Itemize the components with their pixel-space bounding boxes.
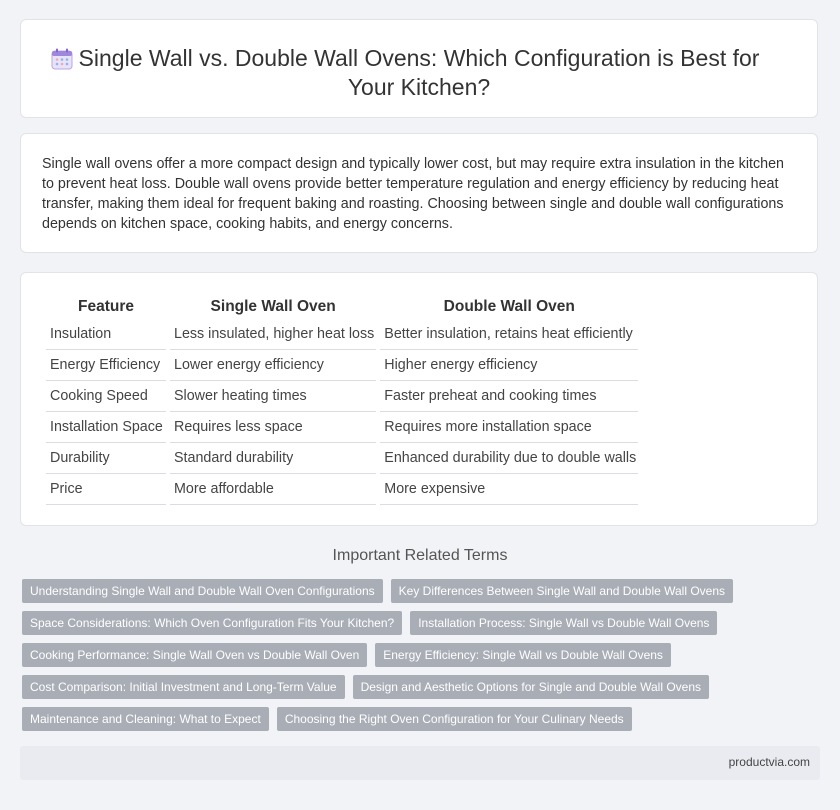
table-cell: Energy Efficiency [46, 350, 166, 381]
related-term-tag[interactable]: Energy Efficiency: Single Wall vs Double Wall Ovens [375, 643, 671, 667]
tag-row [22, 579, 732, 603]
intro-paragraph: Single wall ovens offer a more compact design and typically lower cost, but may require extra insulation in the kitchen to prevent heat loss. Double wall ovens provide better temperature regulation and energy efficiency by reducing heat transfer, making them ideal for frequent baking and roasting. Choosing between single and double wall configurations depends on kitchen space, cooking habits, and energy concerns. [42, 156, 784, 232]
title-card [20, 19, 818, 118]
related-term-tag[interactable]: Design and Aesthetic Options for Single and Double Wall Ovens [353, 675, 709, 699]
related-terms-title: Important Related Terms [332, 547, 508, 564]
table-cell: Lower energy efficiency [170, 350, 376, 381]
tag-row [22, 611, 732, 635]
table-cell: Installation Space [46, 412, 166, 443]
table-cell: Requires less space [170, 412, 376, 443]
related-term-tag[interactable]: Installation Process: Single Wall vs Double Wall Ovens [410, 611, 717, 635]
table-row [46, 443, 638, 474]
related-term-tag[interactable]: Maintenance and Cleaning: What to Expect [22, 707, 269, 731]
table-cell: Faster preheat and cooking times [380, 381, 638, 412]
tag-row [22, 675, 732, 699]
related-term-tag[interactable]: Understanding Single Wall and Double Wall Oven Configurations [22, 579, 383, 603]
related-term-tag[interactable]: Key Differences Between Single Wall and Double Wall Ovens [391, 579, 733, 603]
table-cell: Requires more installation space [380, 412, 638, 443]
table-row [46, 412, 638, 443]
table-cell: Less insulated, higher heat loss [170, 319, 376, 350]
tag-row [22, 707, 732, 731]
column-header-single: Single Wall Oven [210, 298, 336, 315]
column-header-double: Double Wall Oven [443, 298, 575, 315]
table-cell: Better insulation, retains heat efficiently [380, 319, 638, 350]
comparison-table [42, 295, 642, 505]
comparison-card [20, 272, 818, 526]
column-header-feature: Feature [78, 298, 134, 315]
related-term-tag[interactable]: Cost Comparison: Initial Investment and Long-Term Value [22, 675, 345, 699]
table-row [46, 474, 638, 505]
table-cell: Durability [46, 443, 166, 474]
related-term-tag[interactable]: Space Considerations: Which Oven Configuration Fits Your Kitchen? [22, 611, 402, 635]
related-term-tag[interactable]: Cooking Performance: Single Wall Oven vs Double Wall Oven [22, 643, 367, 667]
table-cell: Price [46, 474, 166, 505]
table-cell: More expensive [380, 474, 638, 505]
table-cell: Insulation [46, 319, 166, 350]
footer [20, 746, 820, 780]
related-term-tag[interactable]: Choosing the Right Oven Configuration for Your Culinary Needs [277, 707, 632, 731]
footer-site-link[interactable]: productvia.com [728, 755, 810, 769]
page-title: Single Wall vs. Double Wall Ovens: Which Configuration is Best for Your Kitchen? [78, 45, 760, 100]
table-cell: More affordable [170, 474, 376, 505]
table-cell: Standard durability [170, 443, 376, 474]
tag-row [22, 643, 732, 667]
table-header-row [46, 295, 638, 319]
table-cell: Cooking Speed [46, 381, 166, 412]
related-terms-list [22, 579, 732, 739]
table-row [46, 350, 638, 381]
table-row [46, 319, 638, 350]
table-cell: Slower heating times [170, 381, 376, 412]
table-row [46, 381, 638, 412]
table-cell: Enhanced durability due to double walls [380, 443, 638, 474]
intro-card [20, 133, 818, 253]
table-cell: Higher energy efficiency [380, 350, 638, 381]
